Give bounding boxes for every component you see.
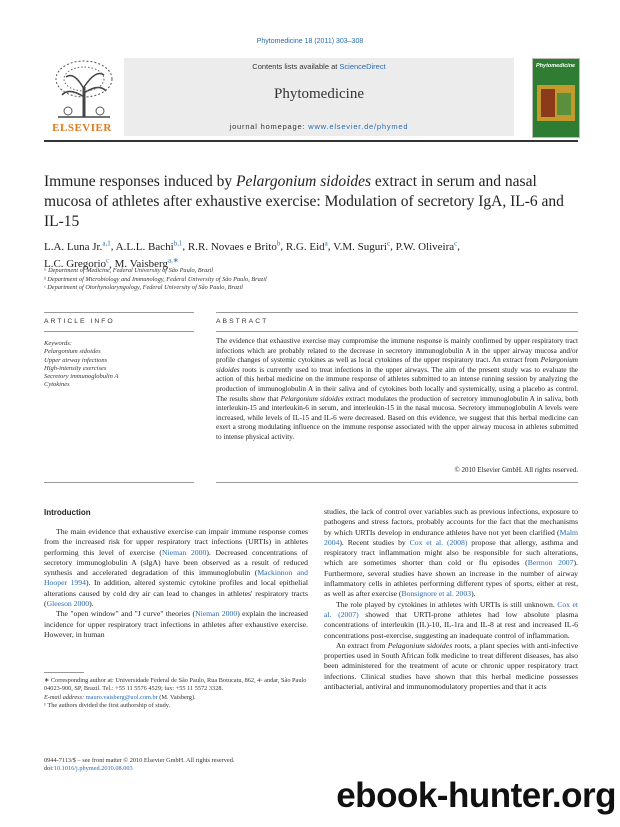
intro-paragraph: The "open window" and "J curve" theories (Nieman 2000) explain the increased incidence for upper respiratory tract infections in athletes after exhaustive exercise. However, in human [44, 609, 308, 639]
header-rule [44, 140, 578, 142]
contents-line [124, 62, 514, 71]
intro-paragraph: The role played by cytokines in athletes with URTIs is still unknown. Cox et al. (2007) showed that URTI-prone athletes had low absolute plasma concentrations of interleukin (IL)-10, IL-1ra and IL-8 at rest and increased IL-6 concentrations post-exercise, suggesting an inadequate control of inflammation. [324, 599, 578, 640]
article-info-rule-end [44, 482, 194, 483]
affiliation-b: ᵇ Department of Microbiology and Immunology, Federal University of São Paulo, Brazil [44, 275, 267, 283]
keywords-label: Keywords: [44, 340, 72, 347]
introduction-heading: Introduction [44, 508, 91, 517]
citation-link[interactable]: Cox et al. (2008) [409, 537, 468, 547]
email-note: E-mail address: mauro.vaisberg@uol.com.br (M. Vaisberg). [44, 693, 196, 701]
citation-link[interactable]: Mackinnon and Hooper 1994 [44, 568, 308, 588]
affiliation-a: ᵃ Department of Medicine, Federal University of São Paulo, Brazil [44, 267, 214, 274]
email-link[interactable]: mauro.vaisberg@uol.com.br [85, 693, 158, 701]
keyword: High-intensity exercises [44, 364, 107, 372]
author[interactable]: P.W. Oliveira$^c$ [395, 239, 458, 253]
keywords-block [44, 340, 194, 390]
citation-link[interactable]: Nieman 2000 [195, 609, 238, 619]
abstract-text: The evidence that exhaustive exercise may compromise the immune response is mainly confirmed by upper respiratory tract infections which are probably related to the decrease in secretory immunoglobulin A in the upper airway mucosa and/or profile changes of systemic cytokines as well as local cytokines of the upper respiratory tract. An extract from Pelargonium sidoides roots is currently used to treat infections in the upper airways. The aim of the present study was to evaluate the action of this herbal medicine on the immune response of athletes submitted to an intense running session by analyzing the production of immunoglobulin A in their saliva and of cytokines both locally and systemically, using a placebo as control. The results show that Pelargonium sidoides extract modulates the production of secretory immunoglobulin A in saliva, both interleukin-15 and interleukin-6 in serum, and interleukin-15 in the nasal mucosa. Secretory immunoglobulin A levels were increased, while levels of IL-15 and IL-6 were decreased. Based on this evidence, we suggest that this herbal medicine can exert a strong modulating influence on the immune response associated with the upper airway mucosa in athletes submitted to intense physical activity. [216, 337, 578, 441]
citation-link[interactable]: Bermon 2007 [527, 558, 574, 568]
footnote-rule [44, 672, 84, 673]
journal-homepage [124, 122, 514, 131]
author[interactable]: L.C. Gregorio$^c$ [44, 256, 110, 271]
abstract-rule-top [216, 312, 578, 313]
author[interactable]: A.L.L. Bachi$^{b,1}$ [115, 239, 183, 253]
keyword: Cytokines [44, 381, 70, 389]
journal-title: Phytomedicine [274, 86, 364, 102]
homepage-prefix: journal homepage: [229, 122, 309, 131]
cover-artwork-left [541, 89, 555, 117]
intro-paragraph: An extract from Pelagonium sidoides roots, a plant species with anti-infective properties used in South African folk medicine to treat different diseases, has also been administered for the treatment of acute or chronic upper respiratory tract infections. Clinical studies have shown that this herbal medicine possesses antibacterial, antiviral and immunomodulatory properties and that it acts [324, 640, 578, 692]
citation-link[interactable]: Cox et al. (2007) [324, 599, 578, 619]
watermark-text: ebook-hunter.org [336, 776, 616, 815]
journal-cover-image [532, 58, 580, 138]
publication-info [44, 757, 344, 774]
keyword: Pelargonium sidoides [44, 348, 101, 356]
abstract-rule-bottom [216, 331, 578, 332]
article-info-rule-top [44, 312, 194, 313]
article-info-heading: ARTICLE INFO [44, 318, 115, 325]
issn-line: 0944-7113/$ – see front matter © 2010 Elsevier GmbH. All rights reserved. [44, 757, 235, 764]
citation-link[interactable]: Bonsignore et al. 2003 [401, 589, 472, 599]
doi-line: doi:10.1016/j.phymed.2010.08.003 [44, 765, 133, 773]
journal-reference[interactable]: Phytomedicine 18 (2011) 303–308 [256, 38, 364, 45]
keyword: Upper airway infections [44, 356, 108, 364]
keyword: Secretory immunoglobulin A [44, 373, 119, 381]
author[interactable]: L.A. Luna Jr.$^{a,1}$ [44, 239, 111, 253]
author[interactable]: R.G. Eid$^a$ [285, 239, 328, 253]
corresponding-author-note: ∗ Corresponding author at: Universidade Federal de São Paulo, Rua Botucatu, 862, 4◦ andar, São Paulo 04023-900, SP, Brazil. Tel.: +55 11 5576 4529; fax: +55 11 5572 3328. [44, 677, 307, 693]
intro-paragraph: The main evidence that exhaustive exercise can impair immune response comes from the increased risk for upper respiratory tract infections (URTIs) in athletes performing this level of exercise (Nieman 2000). Decreased concentrations of secretory immunoglobulin A (sIgA) have been observed as a result of reduced synthesis and accelerated degradation of this immunoglobulin (Mackinnon and Hooper 1994). In addition, altered systemic cytokine profiles and local epithelial alterations caused by cold dry air can lead to changes in athletes' respiratory tracts (Gleeson 2000). [44, 527, 308, 609]
sciencedirect-link[interactable]: ScienceDirect [339, 62, 386, 71]
title-text-1: Immune responses induced by [44, 173, 236, 190]
author-note: ¹ The authors divided the first authorship of study. [44, 702, 171, 710]
citation-link[interactable]: Nieman 2000 [161, 547, 207, 557]
cover-artwork-right [557, 93, 571, 115]
article-title [44, 172, 578, 232]
author[interactable]: M. Vaisberg$^{a,∗}$ [114, 256, 179, 271]
intro-left-column [44, 527, 308, 640]
abstract-heading: ABSTRACT [216, 318, 269, 325]
affiliation-c: ᶜ Department of Otorhynolaryngology, Federal University of São Paulo, Brazil [44, 284, 243, 291]
cover-title: Phytomedicine [536, 63, 576, 69]
homepage-link[interactable]: www.elsevier.de/phymed [308, 122, 409, 131]
intro-paragraph: studies, the lack of control over variables such as previous infections, exposure to pathogens and stress factors, probably accounts for the fact that the mechanisms by which URTIs develop in endurance athletes have not yet been clarified (Malm 2004). Recent studies by Cox et al. (2008) propose that allergy, asthma and respiratory tract inflammation might also be responsible for such alterations, which are sometimes shorter than cold or flu episodes (Bermon 2007). Furthermore, several studies have shown an increase in the number of airway inflammatory cells in athletes performing different types of sports, either at rest, as well as after exercise (Bonsignore et al. 2003). [324, 507, 578, 599]
author-list: L.A. Luna Jr.$^{a,1}$, A.L.L. Bachi$^{b,1}$, R.R. Novaes e Brito$^b$, R.G. Eid$^a$, V.M. Suguri$^c$, P.W. Oliveira$^c$, L.C. Gregorio$^c$, M. Vaisberg$^{a,∗}$ [44, 239, 461, 271]
citation-link[interactable]: Gleeson 2000 [46, 599, 90, 609]
intro-right-column [324, 507, 578, 692]
publisher-logo-text: ELSEVIER [52, 122, 112, 134]
abstract-rule-end [216, 482, 578, 483]
author[interactable]: R.R. Novaes e Brito$^b$ [187, 239, 281, 253]
abstract-copyright: © 2010 Elsevier GmbH. All rights reserved. [454, 466, 578, 474]
citation-link[interactable]: Malm 2004 [324, 527, 578, 547]
footnotes [44, 677, 308, 711]
title-text-2: extract in serum and nasal mucosa of athletes after exhaustive exercise: Modulation of secretory IgA, IL-6 and IL-15 [44, 173, 564, 230]
title-species-italic: Pelargonium sidoides [236, 173, 372, 190]
doi-link[interactable]: 10.1016/j.phymed.2010.08.003 [53, 765, 133, 773]
affiliations [44, 267, 578, 293]
author[interactable]: V.M. Suguri$^c$ [333, 239, 391, 253]
article-info-rule-bottom [44, 331, 194, 332]
contents-prefix: Contents lists available at [252, 62, 340, 71]
